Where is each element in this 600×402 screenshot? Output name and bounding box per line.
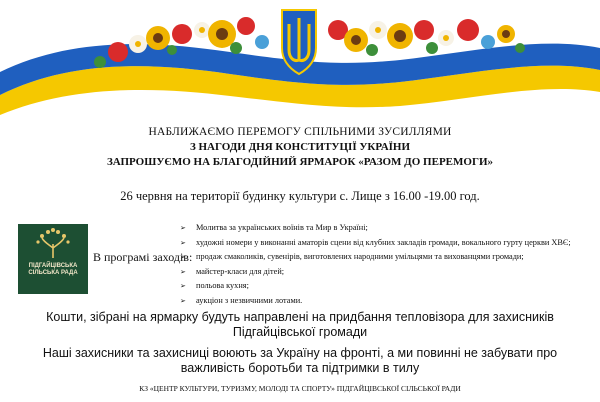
defenders-paragraph [0,346,600,376]
logo-text-line1: ПІДГАЙЦІВСЬКА [28,263,78,269]
defenders-line-1: Наші захисники та захисниці воюють за Україну на фронті, а ми повинні не забувати про [42,346,558,360]
headline-unite: НАБЛИЖАЄМО ПЕРЕМОГУ СПІЛЬНИМИ ЗУСИЛЛЯМИ [148,126,452,138]
program-list [180,221,571,308]
village-council-logo [18,224,88,294]
event-date-line: 26 червня на території будинку культури с. Лище з 16.00 -19.00 год. [120,189,480,203]
footer-organization: КЗ «ЦЕНТР КУЛЬТУРИ, ТУРИЗМУ, МОЛОДІ ТА СПОРТУ» ПІДГАЙЦІВСЬКОЇ СІЛЬСЬКОЇ РАДИ [139,384,461,393]
list-item: ➢ майстер-класи для дітей; [180,265,571,280]
list-item: ➢ продаж смаколиків, сувенірів, виготовлених народними умільцями та вихованцями громади; [180,250,571,265]
logo-text-line2: СІЛЬСЬКА РАДА [28,270,78,276]
list-item: ➢ Молитва за українських воїнів та Мир в Україні; [180,221,571,236]
headline-constitution-day: З НАГОДИ ДНЯ КОНСТИТУЦІЇ УКРАЇНИ [189,141,411,153]
logo-text [18,263,88,277]
list-item: ➢ художні номери у виконанні аматорів сцени від клубних закладів громади, вокального гурту церкви ХВЄ; [180,236,571,251]
tree-icon [18,224,88,264]
headline-fair-invitation: ЗАПРОШУЄМО НА БЛАГОДІЙНИЙ ЯРМАРОК «РАЗОМ ДО ПЕРЕМОГИ» [107,156,493,168]
flower-ribbon-banner [0,0,600,125]
funds-paragraph [0,310,600,340]
program-label: В програмі заходів: [93,250,193,264]
defenders-line-2: важливість боротьби та підтримки в тилу [180,361,420,375]
funds-line-2: Підгайцівської громади [232,325,368,339]
funds-line-1: Кошти, зібрані на ярмарку будуть направлені на придбання тепловізора для захисників [46,310,554,324]
trident-coat-of-arms-icon [282,10,316,74]
list-item: ➢ польова кухня; [180,279,571,294]
list-item: ➢ аукціон з незвичними лотами. [180,294,571,309]
